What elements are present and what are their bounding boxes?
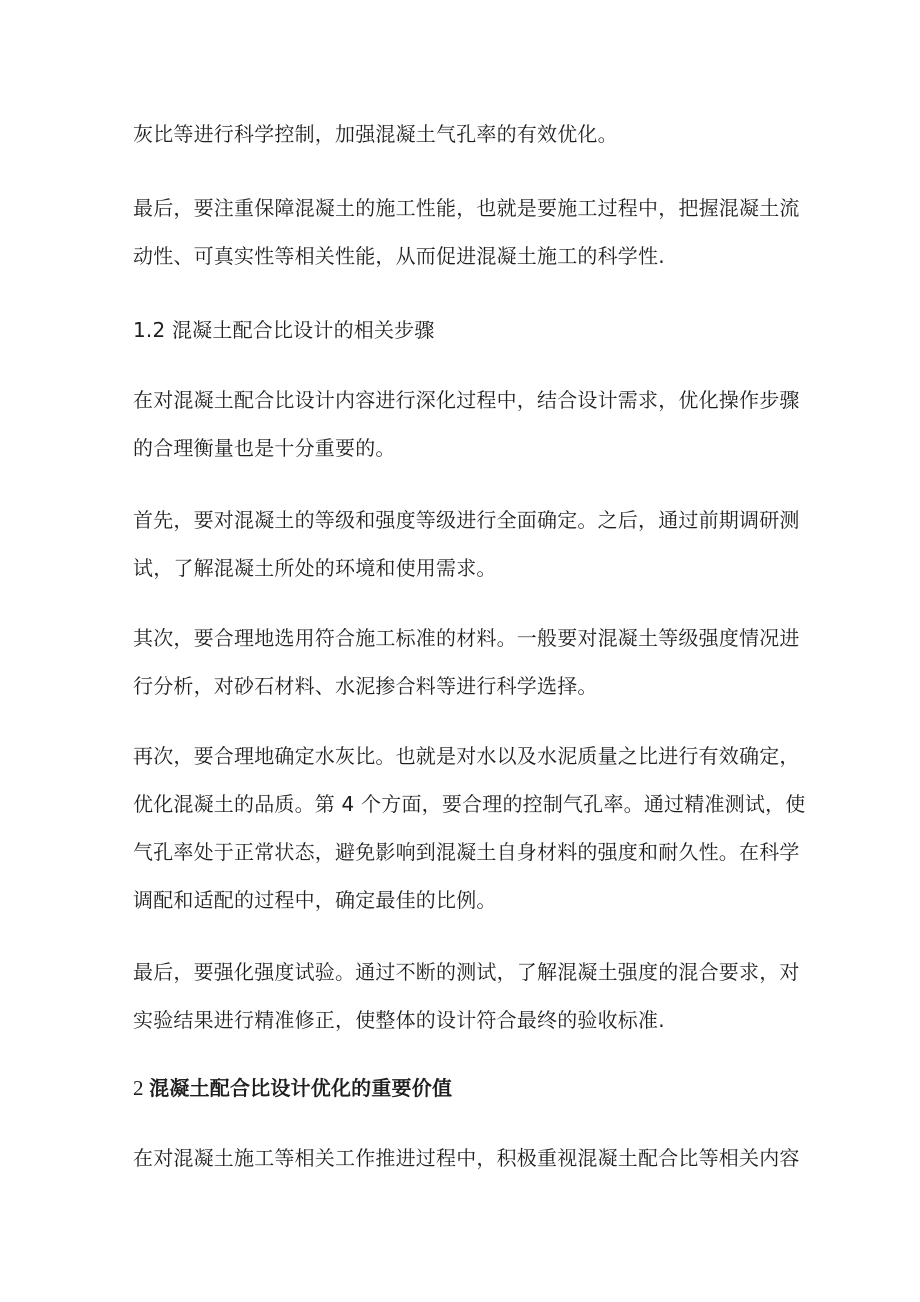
paragraph-2-line-1: 最后，要注重保障混凝土的施工性能，也就是要施工过程中，把握混凝土流 — [133, 196, 800, 220]
paragraph-3-line-1: 在对混凝土配合比设计内容进行深化过程中，结合设计需求，优化操作步骤 — [133, 388, 800, 412]
paragraph-5-line-1: 其次，要合理地选用符合施工标准的材料。一般要对混凝土等级强度情况进 — [133, 626, 800, 650]
section-2-heading — [133, 1076, 452, 1100]
paragraph-4-line-1: 首先，要对混凝土的等级和强度等级进行全面确定。之后，通过前期调研测 — [133, 508, 800, 532]
paragraph-6-line-4: 调配和适配的过程中，确定最佳的比例。 — [133, 888, 497, 912]
paragraph-2-line-2: 动性、可真实性等相关性能，从而促进混凝土施工的科学性. — [133, 244, 665, 268]
paragraph-8-line-1: 在对混凝土施工等相关工作推进过程中，积极重视混凝土配合比等相关内容 — [133, 1146, 800, 1170]
paragraph-6-line-2: 优化混凝土的品质。第 4 个方面，要合理的控制气孔率。通过精准测试，使 — [133, 792, 806, 816]
paragraph-1-line-1: 灰比等进行科学控制，加强混凝土气孔率的有效优化。 — [133, 122, 618, 146]
section-2-number: 2 — [133, 1076, 150, 1100]
paragraph-5-line-2: 行分析，对砂石材料、水泥掺合料等进行科学选择。 — [133, 674, 598, 698]
section-2-title: 混凝土配合比设计优化的重要价值 — [149, 1076, 453, 1100]
paragraph-7-line-1: 最后，要强化强度试验。通过不断的测试，了解混凝土强度的混合要求，对 — [133, 960, 800, 984]
paragraph-4-line-2: 试，了解混凝土所处的环境和使用需求。 — [133, 556, 497, 580]
paragraph-7-line-2: 实验结果进行精准修正，使整体的设计符合最终的验收标准. — [133, 1008, 665, 1032]
paragraph-6-line-1: 再次，要合理地确定水灰比。也就是对水以及水泥质量之比进行有效确定， — [133, 744, 800, 768]
paragraph-6-line-3: 气孔率处于正常状态，避免影响到混凝土自身材料的强度和耐久性。在科学 — [133, 840, 800, 864]
section-1-2-heading: 1.2 混凝土配合比设计的相关步骤 — [133, 318, 435, 342]
paragraph-3-line-2: 的合理衡量也是十分重要的。 — [133, 436, 396, 460]
